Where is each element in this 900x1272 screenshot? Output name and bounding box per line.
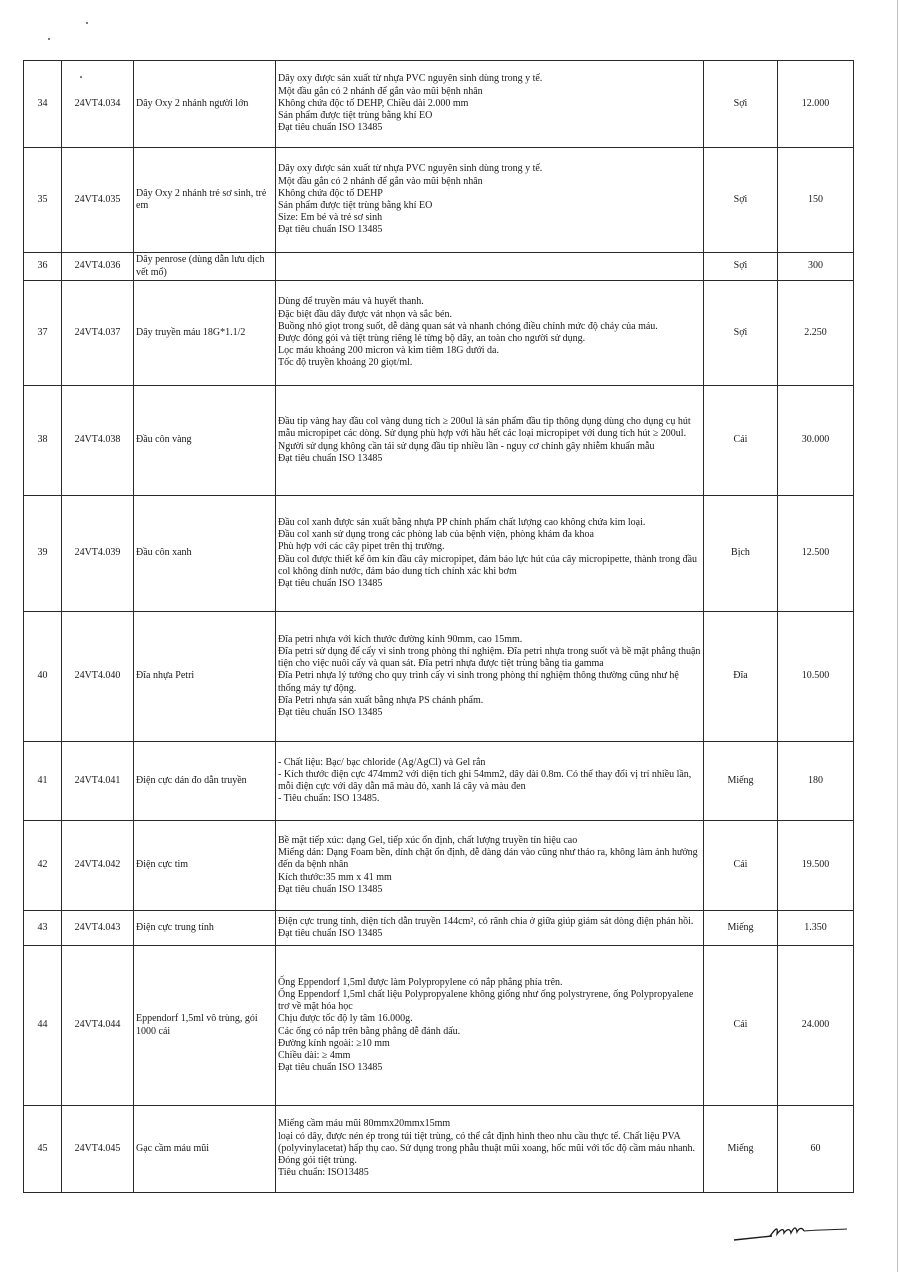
spec-line: Đường kính ngoài: ≥10 mm <box>278 1037 390 1049</box>
spec-line: Đạt tiêu chuẩn ISO 13485 <box>278 224 383 236</box>
row-number: 42 <box>24 821 62 911</box>
item-code: 24VT4.036 <box>62 253 134 281</box>
item-name: Điện cực trung tính <box>134 911 276 946</box>
spec-line: Dây oxy được sản xuất từ nhựa PVC nguyên sinh dùng trong y tế. <box>278 73 543 85</box>
item-unit: Bịch <box>704 496 778 612</box>
spec-line: Dùng để truyền máu và huyết thanh. <box>278 296 424 308</box>
row-number: 35 <box>24 148 62 253</box>
item-name: Điện cực tim <box>134 821 276 911</box>
item-specification <box>276 911 704 946</box>
item-specification <box>276 386 704 496</box>
item-unit: Sợi <box>704 61 778 148</box>
spec-line: Đĩa petri nhựa với kích thước đường kính 90mm, cao 15mm. <box>278 633 523 645</box>
table-row <box>24 742 854 821</box>
item-specification <box>276 1106 704 1193</box>
spec-line: - Tiêu chuẩn: ISO 13485. <box>278 793 380 805</box>
table-row <box>24 946 854 1106</box>
spec-line: Đầu col xanh được sản xuất bằng nhựa PP chính phẩm chất lượng cao không chứa kim loại. <box>278 516 646 528</box>
item-code: 24VT4.042 <box>62 821 134 911</box>
spec-line: Đạt tiêu chuẩn ISO 13485 <box>278 577 383 589</box>
item-specification <box>276 821 704 911</box>
item-code: 24VT4.041 <box>62 742 134 821</box>
spec-line: Đạt tiêu chuẩn ISO 13485 <box>278 122 383 134</box>
item-name: Đầu côn xanh <box>134 496 276 612</box>
row-number: 34 <box>24 61 62 148</box>
item-name: Dây Oxy 2 nhánh trẻ sơ sinh, trẻ em <box>134 148 276 253</box>
item-name: Đĩa nhựa Petri <box>134 612 276 742</box>
spec-line: Lọc máu khoảng 200 micron và kim tiêm 18G dưới da. <box>278 345 499 357</box>
spec-line: Miếng cầm máu mũi 80mmx20mmx15mm <box>278 1118 451 1130</box>
table-row <box>24 61 854 148</box>
row-number: 40 <box>24 612 62 742</box>
spec-line: Sản phẩm được tiệt trùng bằng khí EO <box>278 200 433 211</box>
row-number: 36 <box>24 253 62 281</box>
item-specification <box>276 742 704 821</box>
item-unit: Cái <box>704 946 778 1106</box>
item-unit: Cái <box>704 821 778 911</box>
spec-line: Chiều dài: ≥ 4mm <box>278 1049 351 1061</box>
spec-line: Đạt tiêu chuẩn ISO 13485 <box>278 1062 383 1074</box>
spec-line: Tốc độ truyền khoảng 20 giọt/ml. <box>278 357 413 369</box>
row-number: 37 <box>24 281 62 386</box>
item-code: 24VT4.040 <box>62 612 134 742</box>
item-quantity: 19.500 <box>778 821 854 911</box>
table-row <box>24 253 854 281</box>
item-code: 24VT4.043 <box>62 911 134 946</box>
spec-line: Các ống có nắp trên bằng phẳng dễ đánh dấu. <box>278 1025 461 1037</box>
item-name: Đầu côn vàng <box>134 386 276 496</box>
spec-line: Đầu col xanh sử dụng trong các phòng lab của bệnh viện, phòng khám đa khoa <box>278 529 594 541</box>
spec-line: Dây oxy được sản xuất từ nhựa PVC nguyên sinh dùng trong y tế. <box>278 163 543 175</box>
spec-line: - Chất liệu: Bạc/ bạc chloride (Ag/AgCl) và Gel rắn <box>278 756 486 768</box>
spec-line: Đầu col được thiết kế ôm kín đầu cây micropipet, đảm bảo lực hút của cây micropipette, thành trong đầu col không dính nước, đảm bảo dung tích chính xác khi bơm <box>278 553 698 577</box>
item-quantity: 30.000 <box>778 386 854 496</box>
item-code: 24VT4.045 <box>62 1106 134 1193</box>
spec-line: Được đóng gói và tiệt trùng riêng lẻ từng bộ dây, an toàn cho người sử dụng. <box>278 333 586 344</box>
table-row <box>24 496 854 612</box>
item-specification <box>276 946 704 1106</box>
spec-line: Đạt tiêu chuẩn ISO 13485 <box>278 883 383 895</box>
item-specification <box>276 612 704 742</box>
row-number: 38 <box>24 386 62 496</box>
item-code: 24VT4.037 <box>62 281 134 386</box>
spec-line: Phù hợp với các cây pipet trên thị trường. <box>278 541 445 553</box>
item-quantity: 24.000 <box>778 946 854 1106</box>
item-quantity: 180 <box>778 742 854 821</box>
item-quantity: 150 <box>778 148 854 253</box>
spec-line: Bề mặt tiếp xúc: dạng Gel, tiếp xúc ổn định, chất lượng truyền tín hiệu cao <box>278 834 578 846</box>
scan-mark <box>48 38 50 40</box>
spec-line: Đạt tiêu chuẩn ISO 13485 <box>278 452 383 464</box>
item-name: Điện cực dán đo dẫn truyền <box>134 742 276 821</box>
spec-line: Đạt tiêu chuẩn ISO 13485 <box>278 928 383 939</box>
item-unit: Sợi <box>704 281 778 386</box>
spec-line: Đầu tip vàng hay đầu col vàng dung tích ≥ 200ul là sản phẩm đầu tip thông dụng dùng cho dụng cụ hút mẫu micropipet các dòng. Sử dụng phù hợp với hầu hết các loại micropipet với dung tích hút ≥ 200ul. <box>278 416 691 440</box>
item-name: Gạc cầm máu mũi <box>134 1106 276 1193</box>
item-specification <box>276 148 704 253</box>
spec-line: Buồng nhỏ giọt trong suốt, dễ dàng quan sát và nhanh chóng điều chỉnh mức độ chảy của máu. <box>278 320 658 332</box>
spec-line: Ống Eppendorf 1,5ml được làm Polypropylene có nắp phẳng phía trên. <box>278 976 563 988</box>
item-quantity: 10.500 <box>778 612 854 742</box>
item-quantity: 300 <box>778 253 854 281</box>
row-number: 39 <box>24 496 62 612</box>
spec-line: Người sử dụng không cần tái sử dụng đầu tip nhiều lần - nguy cơ chính gây nhiễm khuẩn mẫu <box>278 440 655 452</box>
item-code: 24VT4.035 <box>62 148 134 253</box>
table-row <box>24 281 854 386</box>
item-specification <box>276 253 704 281</box>
item-name: Dây Oxy 2 nhánh người lớn <box>134 61 276 148</box>
item-name: Eppendorf 1,5ml vô trùng, gói 1000 cái <box>134 946 276 1106</box>
item-unit: Miếng <box>704 742 778 821</box>
item-unit: Sợi <box>704 253 778 281</box>
table-row <box>24 1106 854 1193</box>
spec-line: Ống Eppendorf 1,5ml chất liệu Polypropyalene không giống như ống polystryrene, ống Polypropyalene trơ về mặt hóa học <box>278 988 694 1013</box>
item-quantity: 2.250 <box>778 281 854 386</box>
item-code: 24VT4.044 <box>62 946 134 1106</box>
row-number: 44 <box>24 946 62 1106</box>
supplies-table <box>23 60 854 1193</box>
item-quantity: 12.000 <box>778 61 854 148</box>
row-number: 43 <box>24 911 62 946</box>
item-name: Dây truyền máu 18G*1.1/2 <box>134 281 276 386</box>
spec-line: Đặc biệt đầu dây được vát nhọn và sắc bén. <box>278 308 452 320</box>
item-unit: Đĩa <box>704 612 778 742</box>
item-unit: Miếng <box>704 1106 778 1193</box>
spec-line: Miếng dán: Dạng Foam bền, dính chặt ổn định, dễ dàng dán vào cũng như tháo ra, không làm ảnh hưởng đến da bệnh nhân <box>278 847 698 871</box>
spec-line: Một đầu gắn có 2 nhánh để gắn vào mũi bệnh nhân <box>278 175 483 187</box>
spec-line: Đóng gói tiệt trùng. <box>278 1155 357 1167</box>
spec-line: Size: Em bé và trẻ sơ sinh <box>278 212 383 224</box>
spec-line: Kích thước:35 mm x 41 mm <box>278 871 392 883</box>
item-quantity: 60 <box>778 1106 854 1193</box>
spec-line: Đạt tiêu chuẩn ISO 13485 <box>278 707 383 718</box>
table-row <box>24 612 854 742</box>
table-row <box>24 148 854 253</box>
table-row <box>24 821 854 911</box>
row-number: 45 <box>24 1106 62 1193</box>
spec-line: Đĩa petri sử dụng để cấy vi sinh trong phòng thí nghiệm. Đĩa petri nhựa trong suốt và bề mặt phẳng thuận tiện cho việc nuôi cấy và quan sát. Đĩa petri nhựa được tiệt trùng bằng tia gamma <box>278 645 701 670</box>
scan-edge <box>897 0 898 1272</box>
spec-line: loại có dây, được nén ép trong túi tiệt trùng, có thể cắt định hình theo nhu cầu thực tế. Chất liệu PVA (polyvinylacetat) hấp thụ cao. Sử dụng trong phẫu thuật mũi xoang, hốc mũi với tốc độ cầm máu nhanh. <box>278 1130 696 1154</box>
item-quantity: 1.350 <box>778 911 854 946</box>
scan-mark <box>86 22 88 24</box>
spec-line: Chịu được tốc độ ly tâm 16.000g. <box>278 1013 413 1025</box>
item-unit: Sợi <box>704 148 778 253</box>
item-unit: Miếng <box>704 911 778 946</box>
spec-line: - Kích thước điện cực 474mm2 với diện tích ghi 54mm2, dây dài 0.8m. Có thể thay đổi vị trí nhiều lần, mỗi điện cực với dây dẫn mã màu đỏ, xanh lá cây và màu đen <box>278 768 692 792</box>
item-code: 24VT4.039 <box>62 496 134 612</box>
item-name: Dây penrose (dùng dẫn lưu dịch vết mổ) <box>134 253 276 281</box>
spec-line: Tiêu chuẩn: ISO13485 <box>278 1167 369 1179</box>
spec-line: Điện cực trung tính, diện tích dẫn truyền 144cm², có rãnh chia ở giữa giúp giám sát dòng điện phản hồi. <box>278 915 694 927</box>
spec-line: Không chứa độc tố DEHP, Chiều dài 2.000 mm <box>278 97 469 109</box>
spec-line: Một đầu gắn có 2 nhánh để gắn vào mũi bệnh nhân <box>278 85 483 97</box>
row-number: 41 <box>24 742 62 821</box>
item-quantity: 12.500 <box>778 496 854 612</box>
spec-line: Đĩa Petri nhựa sản xuất bằng nhựa PS chánh phẩm. <box>278 694 484 706</box>
spec-line: Không chứa độc tố DEHP <box>278 187 383 199</box>
item-specification <box>276 61 704 148</box>
spec-line: Sản phẩm được tiệt trùng bằng khí EO <box>278 110 433 122</box>
item-specification <box>276 496 704 612</box>
item-code: 24VT4.034 <box>62 61 134 148</box>
table-row <box>24 386 854 496</box>
item-code: 24VT4.038 <box>62 386 134 496</box>
spec-line: Đĩa Petri nhựa lý tưởng cho quy trình cấy vi sinh trong phòng thí nghiệm thông thường cũng như hệ thống máy tự động. <box>278 670 679 694</box>
item-specification <box>276 281 704 386</box>
signature <box>732 1218 852 1248</box>
item-unit: Cái <box>704 386 778 496</box>
table-row <box>24 911 854 946</box>
